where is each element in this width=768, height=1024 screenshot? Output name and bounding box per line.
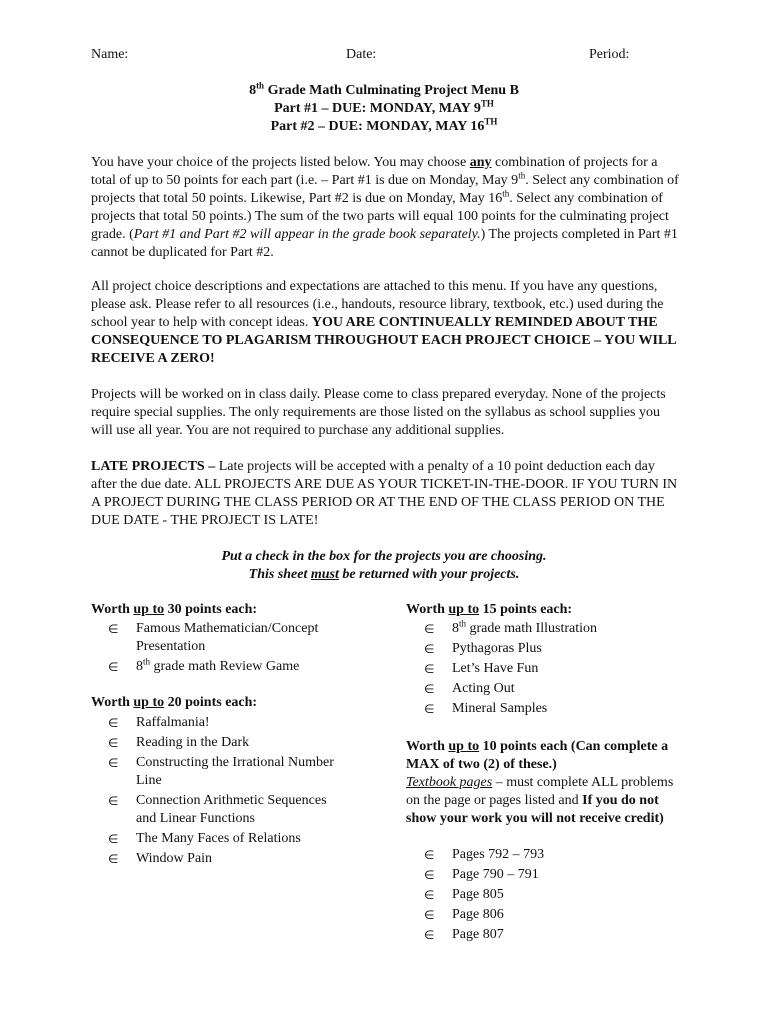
return-sheet-instruction: This sheet must be returned with your projects. (248, 567, 520, 582)
list-item[interactable]: ∈ Acting Out (424, 681, 515, 696)
list-item[interactable]: ∈ Let’s Have Fun (424, 661, 539, 676)
checkbox-icon[interactable]: ∈ (424, 682, 435, 696)
worth-20-list (108, 714, 348, 868)
list-item[interactable]: ∈ Page 807 (424, 927, 504, 942)
list-item[interactable]: ∈ Reading in the Dark (108, 735, 250, 750)
checkbox-icon[interactable]: ∈ (424, 868, 435, 882)
checkbox-icon[interactable]: ∈ (424, 928, 435, 942)
period-label: Period: (589, 47, 630, 62)
due-date-part2: Part #2 – DUE: MONDAY, MAY 16TH (270, 116, 498, 134)
list-item[interactable]: ∈ Page 805 (424, 887, 504, 902)
check-box-instruction: Put a check in the box for the projects you are choosing. (221, 549, 547, 564)
worth-30-list (108, 620, 348, 676)
checkbox-icon[interactable]: ∈ (108, 716, 119, 730)
list-item[interactable]: ∈ Page 806 (424, 907, 504, 922)
list-item[interactable]: ∈ Famous Mathematician/Concept Presentation (108, 621, 319, 654)
textbook-pages-note: Textbook pages – must complete ALL problems on the page or pages listed and If you do not show your work you will not receive credit) (406, 775, 674, 826)
worth-10-heading: Worth up to 10 points each (Can complete a MAX of two (2) of these.) (406, 739, 669, 772)
checkbox-icon[interactable]: ∈ (108, 852, 119, 866)
intro-paragraph: You have your choice of the projects listed below. You may choose any combination of projects for a total of up to 50 points for each part (i.e. – Part #1 is due on Monday, May 9th. Select any combination of projects that total 50 points. Likewise, Part #2 is due on Monday, May 16th. Select any combination of projects that total 50 points.) The sum of the two parts will equal 100 points for the culminating project grade. (Part #1 and Part #2 will appear in the grade book separately.) The projects completed in Part #1 cannot be duplicated for Part #2. (91, 155, 679, 260)
resources-paragraph: All project choice descriptions and expectations are attached to this menu. If you have any questions, please ask. Please refer to all resources (i.e., handouts, resource library, textbook, etc.) used during the school year to help with concept ideas. YOU ARE CONTINUEALLY REMINDED ABOUT THE CONSEQUENCE TO PLAGARISM THROUGHOUT EACH PROJECT CHOICE – YOU WILL RECEIVE A ZERO! (91, 279, 676, 366)
checkbox-icon[interactable]: ∈ (108, 794, 119, 808)
list-item[interactable]: ∈ 8th grade math Illustration (424, 618, 598, 636)
worth-20-heading: Worth up to 20 points each: (91, 695, 258, 710)
list-item[interactable]: ∈ Page 790 – 791 (424, 867, 539, 882)
worth-30-heading: Worth up to 30 points each: (91, 602, 258, 617)
date-label: Date: (346, 47, 377, 62)
list-item[interactable]: ∈ 8th grade math Review Game (108, 656, 300, 674)
checkbox-icon[interactable]: ∈ (424, 888, 435, 902)
checkbox-icon[interactable]: ∈ (108, 756, 119, 770)
supplies-paragraph: Projects will be worked on in class daily. Please come to class prepared everyday. None of the projects require special supplies. The only requirements are those listed on the syllabus as school supplies you will use all year. You are not required to purchase any additional supplies. (91, 387, 666, 438)
list-item[interactable]: ∈ Constructing the Irrational Number Line (108, 755, 334, 788)
late-projects-paragraph: LATE PROJECTS – Late projects will be accepted with a penalty of a 10 point deduction each day after the due date. ALL PROJECTS ARE DUE AS YOUR TICKET-IN-THE-DOOR. IF YOU TURN IN A PROJECT DURING THE CLASS PERIOD OR AT THE END OF THE CLASS PERIOD ON THE DUE DATE - THE PROJECT IS LATE! (91, 459, 678, 528)
list-item[interactable]: ∈ Raffalmania! (108, 715, 210, 730)
worth-10-list (424, 846, 684, 944)
checkbox-icon[interactable]: ∈ (108, 622, 119, 636)
worth-15-heading: Worth up to 15 points each: (406, 602, 573, 617)
checkbox-icon[interactable]: ∈ (424, 848, 435, 862)
checkbox-icon[interactable]: ∈ (424, 662, 435, 676)
checkbox-icon[interactable]: ∈ (108, 832, 119, 846)
document-title: 8th Grade Math Culminating Project Menu B (249, 80, 519, 98)
checkbox-icon[interactable]: ∈ (424, 622, 435, 636)
list-item[interactable]: ∈ Mineral Samples (424, 701, 548, 716)
checkbox-icon[interactable]: ∈ (108, 660, 119, 674)
checkbox-icon[interactable]: ∈ (424, 642, 435, 656)
list-item[interactable]: ∈ Connection Arithmetic Sequences and Linear Functions (108, 793, 327, 826)
worth-15-list (424, 620, 684, 718)
list-item[interactable]: ∈ Pythagoras Plus (424, 641, 542, 656)
checkbox-icon[interactable]: ∈ (424, 908, 435, 922)
checkbox-icon[interactable]: ∈ (424, 702, 435, 716)
due-date-part1: Part #1 – DUE: MONDAY, MAY 9TH (274, 98, 494, 116)
late-projects-label: LATE PROJECTS – (91, 459, 219, 474)
list-item[interactable]: ∈ The Many Faces of Relations (108, 831, 301, 846)
checkbox-icon[interactable]: ∈ (108, 736, 119, 750)
list-item[interactable]: ∈ Pages 792 – 793 (424, 847, 545, 862)
name-label: Name: (91, 47, 129, 62)
list-item[interactable]: ∈ Window Pain (108, 851, 213, 866)
